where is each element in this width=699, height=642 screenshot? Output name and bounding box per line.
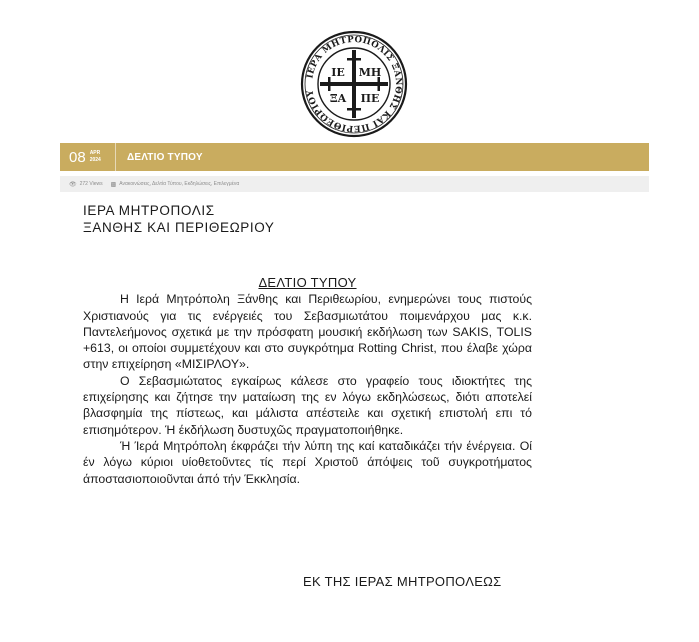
post-header-bar [60, 143, 649, 171]
paragraph-2: Ο Σεβασμιώτατος εγκαίρως κάλεσε στο γραφείο τους ιδιοκτήτες της επιχείρησης και ζήτησε την ματαίωση της εν λόγω εκδηλώσεως, διότι αποτελεί βλασφημία της πίστεως, και μάλιστα απέστειλε και σχετική επιστολή επι τό επισημότερον. Ή έκδήλωση δυστυχῶς πραγματοποιήθηκε. [83, 373, 532, 437]
press-release-document [83, 203, 532, 487]
seal-monogram-tl: ΙΕ [331, 66, 345, 79]
post-date [60, 143, 116, 171]
post-date-day: 08 [69, 148, 86, 166]
eye-icon: 👁 [69, 181, 77, 188]
folder-icon: ▩ [110, 181, 117, 188]
seal-monogram-br: ΠΕ [360, 92, 380, 105]
seal-ring-text: ΙΕΡΑ ΜΗΤΡΟΠΟΛΙΣ ΞΑΝΘΗΣ ΚΑΙ ΠΕΡΙΘΕΩΡΙΟΥ [305, 34, 404, 134]
post-views: 272 Views [79, 181, 103, 187]
post-date-month: APR [89, 150, 101, 156]
post-date-year: 2024 [89, 157, 101, 163]
post-title[interactable]: ΔΕΛΤΙΟ ΤΥΠΟΥ [127, 151, 203, 163]
post-meta-bar [60, 176, 649, 192]
post-date-month-year [90, 150, 101, 164]
document-title: ΔΕΛΤΙΟ ΤΥΠΟΥ [258, 275, 357, 290]
post-categories[interactable]: Ανακοινώσεις, Δελτία Τύπου, Εκδηλώσεις, Επιλεγμένα [119, 181, 240, 187]
paragraph-1: Η Ιερά Μητρόπολη Ξάνθης και Περιθεωρίου, ενημερώνει τους πιστούς Χριστιανούς για τις ενέργειές του Σεβασμιωτάτου ποιμενάρχου μας κ.κ. Παντελεήμονος σχετικά με την πρόσφατη μουσική εκδήλωση των SAKIS, TOLIS +613, οι οποίοι συμμετέχουν και στο συγκρότημα Rotting Christ, που έλαβε χώρα στην επιχείρηση «ΜΙΣΙΡΛΟΥ». [83, 292, 532, 372]
org-name-line2: ΞΑΝΘΗΣ ΚΑΙ ΠΕΡΙΘΕΩΡΙΟΥ [83, 219, 275, 235]
org-name-line1: ΙΕΡΑ ΜΗΤΡΟΠΟΛΙΣ [83, 203, 215, 218]
document-signature: ΕΚ ΤΗΣ ΙΕΡΑΣ ΜΗΤΡΟΠΟΛΕΩΣ [303, 574, 502, 589]
seal-monogram-bl: ΞΑ [329, 92, 347, 105]
metropolis-seal-logo [300, 30, 408, 138]
seal-monogram-tr: ΜΗ [358, 66, 382, 79]
paragraph-3: Ή Ίερά Μητρόπολη έκφράζει τήν λύπη της καί καταδικάζει τήν ένέργεια. Οί έν λόγω κύριοι υίοθετοῦντες τίς περί Χριστοῦ άπόψεις τοῦ συγκροτήματος άποστασιοποιοῦνται άπό τήν Έκκλησία. [83, 438, 532, 486]
